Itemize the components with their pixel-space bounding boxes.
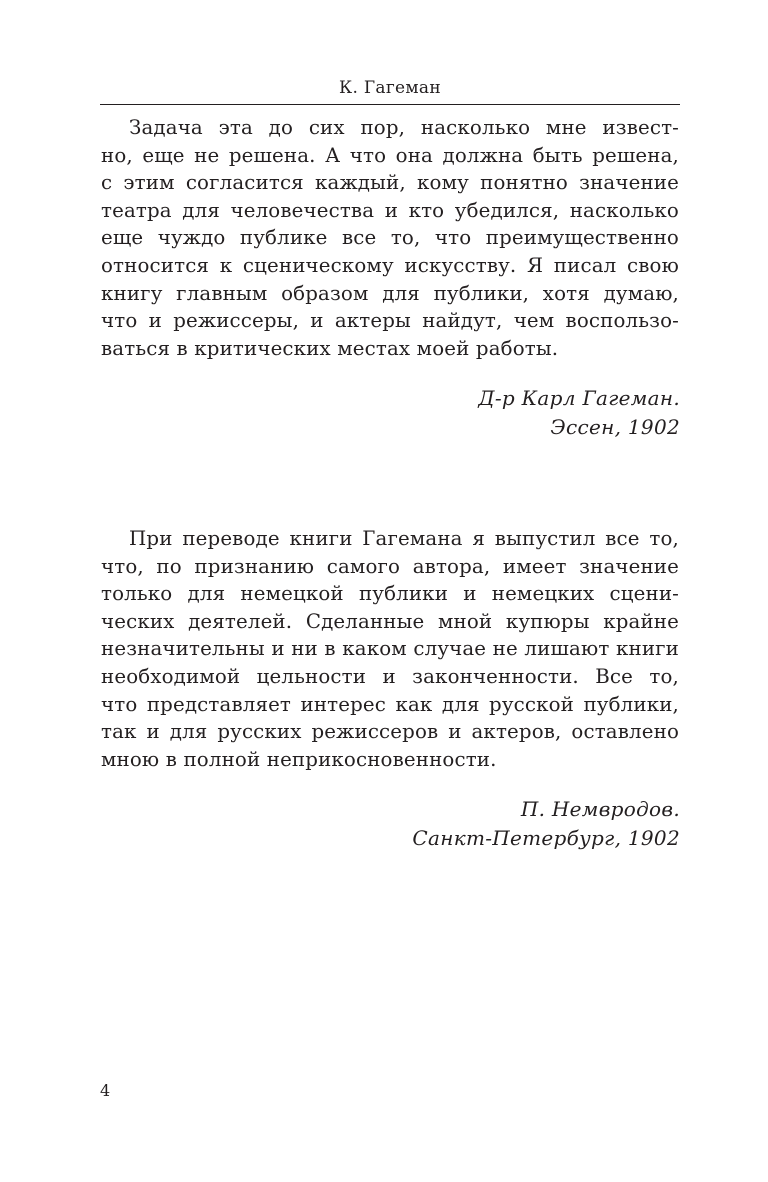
text-line: Задача эта до сих пор, насколько мне извест-: [129, 116, 679, 139]
text-line: книгу главным образом для публики, хотя думаю,: [101, 281, 679, 305]
text-line: что, по признанию самого автора, имеет значение: [101, 554, 679, 578]
text-line: с этим согласится каждый, кому понятно значение: [101, 171, 679, 195]
text-line: ческих деятелей. Сделанные мной купюры крайне: [101, 609, 679, 633]
page-number: 4: [100, 1081, 111, 1100]
signature-place-date: Эссен, 1902: [550, 415, 680, 439]
author-preface-paragraph: [101, 114, 679, 362]
text-line: что представляет интерес как для русской публики,: [101, 692, 679, 716]
translator-signature: [412, 795, 680, 853]
text-line: что и режиссеры, и актеры найдут, чем воспользо-: [101, 309, 679, 333]
text-line: еще чуждо публике все то, что преимущественно: [101, 226, 679, 250]
translator-note-paragraph: [101, 525, 679, 773]
text-line: ваться в критических местах моей работы.: [101, 336, 559, 360]
signature-name: Д-р Карл Гагеман.: [478, 386, 680, 410]
text-line: театра для человечества и кто убедился, насколько: [101, 198, 679, 222]
text-line: относится к сценическому искусству. Я писал свою: [101, 253, 679, 277]
text-line: незначительны и ни в каком случае не лишают книги: [101, 637, 679, 661]
header-rule: [100, 104, 680, 105]
running-head: К. Гагеман: [338, 78, 441, 98]
text-line: мною в полной неприкосновенности.: [101, 747, 497, 771]
author-signature: [478, 384, 680, 442]
text-line: только для немецкой публики и немецких сцени-: [101, 582, 679, 606]
text-line: При переводе книги Гагемана я выпустил все то,: [129, 527, 679, 550]
signature-place-date: Санкт-Петербург, 1902: [412, 826, 680, 850]
text-line: так и для русских режиссеров и актеров, оставлено: [101, 720, 679, 744]
text-line: но, еще не решена. А что она должна быть решена,: [101, 143, 679, 167]
signature-name: П. Немвродов.: [520, 797, 680, 821]
text-line: необходимой цельности и законченности. Все то,: [101, 664, 679, 688]
